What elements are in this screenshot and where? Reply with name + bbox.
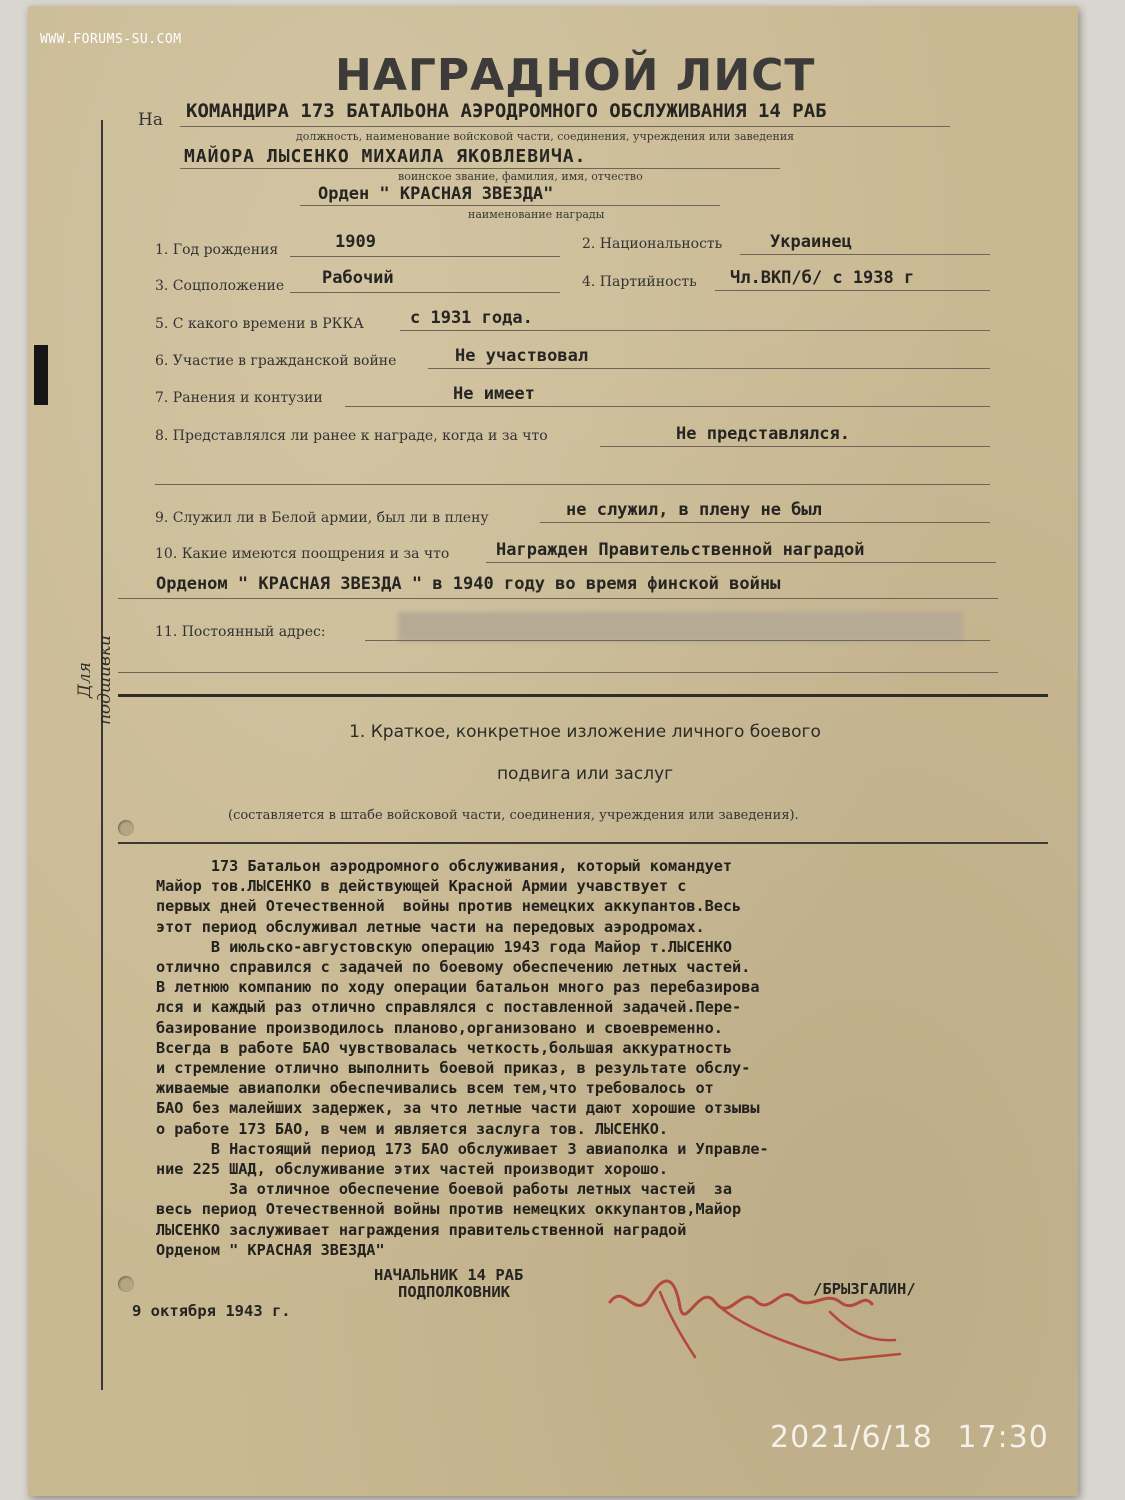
- field-underline: [290, 292, 560, 293]
- site-watermark: WWW.FORUMS-SU.COM: [40, 32, 182, 47]
- field-civil-war-value: Не участвовал: [455, 346, 589, 366]
- citation-line: Всегда в работе БАО чувствовалась четкость,большая аккуратность: [156, 1038, 733, 1057]
- citation-line: живаемые авиаполки обеспечивались всем тем,что требовалось от: [156, 1079, 714, 1098]
- field-nationality-value: Украинец: [770, 232, 852, 252]
- citation-line: Майор тов.ЛЫСЕНКО в действующей Красной Армии учавствует с: [156, 877, 687, 896]
- document-title: НАГРАДНОЙ ЛИСТ: [335, 50, 816, 101]
- award-caption: наименование награды: [468, 208, 605, 221]
- citation-line: В июльско-августовскую операцию 1943 года Майор т.ЛЫСЕНКО: [156, 937, 733, 956]
- section-heading-line1: 1. Краткое, конкретное изложение личного боевого: [349, 722, 821, 742]
- citation-line: этот период обслуживал летные части на передовых аэродромах.: [156, 917, 705, 936]
- field-underline: [290, 256, 560, 257]
- field-social-status-label: 3. Соцположение: [155, 278, 285, 294]
- name-underline: [180, 168, 780, 169]
- position-value: КОМАНДИРА 173 БАТАЛЬОНА АЭРОДРОМНОГО ОБСЛУЖИВАНИЯ 14 РАБ: [186, 100, 827, 122]
- field-white-army-value: не служил, в плену не был: [566, 500, 822, 520]
- position-underline: [180, 126, 950, 127]
- field-underline: [118, 672, 998, 673]
- citation-line: Орденом " КРАСНАЯ ЗВЕЗДА": [156, 1240, 385, 1259]
- field-army-since-value: с 1931 года.: [410, 308, 533, 328]
- field-party-label: 4. Партийность: [582, 274, 697, 290]
- signer-rank: ПОДПОЛКОВНИК: [398, 1283, 510, 1301]
- field-underline: [486, 562, 996, 563]
- field-party-value: Чл.ВКП/б/ с 1938 г: [730, 268, 915, 288]
- field-underline: [365, 640, 990, 641]
- signer-position: НАЧАЛЬНИК 14 РАБ: [374, 1266, 524, 1284]
- citation-line: и стремление отлично выполнить боевой приказ, в результате обслу-: [156, 1059, 751, 1078]
- field-underline: [155, 484, 990, 485]
- citation-line: лся и каждый раз отлично справлялся с поставленной задачей.Пере-: [156, 998, 742, 1017]
- field-wounds-label: 7. Ранения и контузии: [155, 390, 323, 406]
- field-wounds-value: Не имеет: [453, 384, 535, 404]
- citation-line: В летнюю компанию по ходу операции батальон много раз перебазирова: [156, 978, 760, 997]
- handwritten-signature: [600, 1262, 930, 1372]
- section-separator: [118, 694, 1048, 697]
- field-prior-awards-value: Не представлялся.: [676, 424, 850, 444]
- field-underline: [740, 254, 990, 255]
- binding-margin-line: [101, 120, 103, 1390]
- field-underline: [345, 406, 990, 407]
- document-date: 9 октября 1943 г.: [132, 1302, 291, 1320]
- award-value: Орден " КРАСНАЯ ЗВЕЗДА": [318, 184, 554, 204]
- field-prior-awards-label: 8. Представлялся ли ранее к награде, когда и за что: [155, 428, 548, 444]
- binder-clip: [34, 345, 48, 405]
- field-underline: [118, 598, 998, 599]
- field-commendations-value-line2: Орденом " КРАСНАЯ ЗВЕЗДА " в 1940 году во время финской войны: [156, 574, 781, 594]
- citation-line: ние 225 ШАД, обслуживание этих частей производит хорошо.: [156, 1160, 669, 1179]
- citation-line: базирование производилось планово,организовано и своевременно.: [156, 1018, 723, 1037]
- citation-line: ЛЫСЕНКО заслуживает награждения правительственной наградой: [156, 1220, 687, 1239]
- address-redaction-blur: [398, 612, 963, 642]
- field-commendations-label: 10. Какие имеются поощрения и за что: [155, 546, 450, 562]
- citation-line: За отличное обеспечение боевой работы летных частей за: [156, 1180, 733, 1199]
- field-address-label: 11. Постоянный адрес:: [155, 624, 326, 640]
- signer-name: /БРЫЗГАЛИН/: [813, 1280, 916, 1298]
- citation-line: 173 Батальон аэродромного обслуживания, который командует: [156, 857, 733, 875]
- position-caption: должность, наименование войсковой части, соединения, учреждения или заведения: [296, 130, 795, 143]
- name-caption: воинское звание, фамилия, имя, отчество: [398, 170, 643, 183]
- na-prefix: На: [138, 110, 163, 130]
- field-underline: [428, 368, 990, 369]
- citation-line: БАО без малейших задержек, за что летные части дают хорошие отзывы: [156, 1099, 760, 1118]
- photo-timestamp: 2021/6/18 17:30: [770, 1420, 1049, 1455]
- punch-hole: [118, 1276, 134, 1292]
- punch-hole: [118, 820, 134, 836]
- field-underline: [600, 446, 990, 447]
- citation-line: о работе 173 БАО, в чем и является заслуга тов. ЛЫСЕНКО.: [156, 1119, 669, 1138]
- field-birth-year-value: 1909: [335, 232, 376, 252]
- citation-line: отлично справился с задачей по боевому обеспечению летных частей.: [156, 958, 751, 977]
- field-social-status-value: Рабочий: [322, 268, 394, 288]
- citation-line: В Настоящий период 173 БАО обслуживает 3 авиаполка и Управле-: [156, 1139, 769, 1158]
- field-army-since-label: 5. С какого времени в РККА: [155, 316, 364, 332]
- field-underline: [400, 330, 990, 331]
- field-underline: [540, 522, 990, 523]
- field-commendations-value-line1: Награжден Правительственной наградой: [496, 540, 865, 560]
- citation-line: весь период Отечественной войны против немецких оккупантов,Майор: [156, 1200, 742, 1219]
- citation-body: [156, 856, 1061, 1260]
- field-civil-war-label: 6. Участие в гражданской войне: [155, 353, 397, 369]
- field-underline: [715, 290, 990, 291]
- binding-margin-label: Для подшивки: [75, 635, 115, 726]
- field-nationality-label: 2. Национальность: [582, 236, 723, 252]
- award-underline: [300, 205, 720, 206]
- field-white-army-label: 9. Служил ли в Белой армии, был ли в плену: [155, 510, 489, 526]
- section-bottom-rule: [118, 842, 1048, 844]
- citation-line: первых дней Отечественной войны против немецких аккупантов.Весь: [156, 897, 742, 916]
- section-heading-line2: подвига или заслуг: [496, 764, 674, 784]
- section-caption: (составляется в штабе войсковой части, соединения, учреждения или заведения).: [228, 808, 799, 823]
- name-value: МАЙОРА ЛЫСЕНКО МИХАИЛА ЯКОВЛЕВИЧА.: [184, 146, 587, 167]
- field-birth-year-label: 1. Год рождения: [155, 242, 279, 258]
